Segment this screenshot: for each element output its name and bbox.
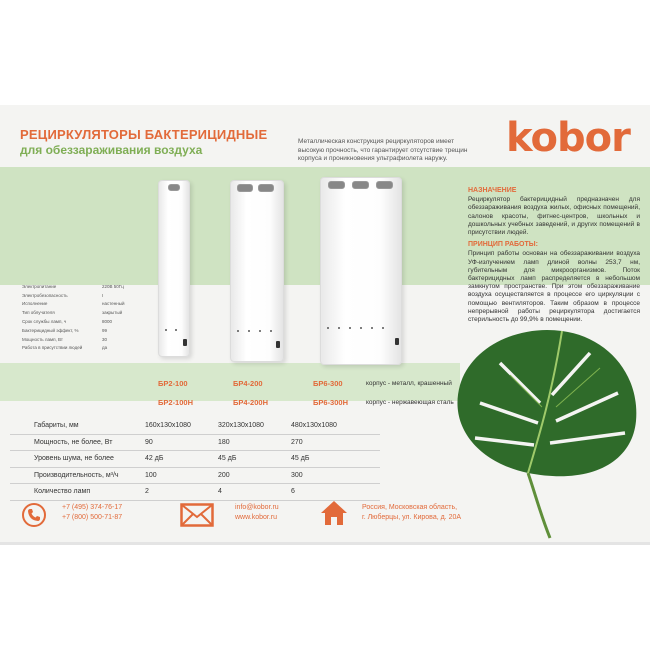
address-line-1: Россия, Московская область, [362,504,458,511]
model-br4-200n: БР4-200Н [233,398,268,407]
vent-icon [258,184,274,192]
spec-row: Бактерицидный эффект, % 99 [22,327,108,333]
spec-row: Мощность ламп, Вт 30 [22,336,108,342]
table-row: Габариты, мм 160x130x1080 320x130x1080 480x130x1080 [10,418,380,435]
model-br2-100: БР2-100 [158,379,188,388]
device-br6 [320,177,402,365]
indicator-dot [371,327,373,329]
spec-row: Исполнение настенный [22,301,125,307]
power-switch [276,341,280,348]
indicator-dot [270,330,272,332]
table-row: Уровень шума, не более 42 дБ 45 дБ 45 дБ [10,451,380,468]
indicator-dot [338,327,340,329]
indicator-dot [175,329,177,331]
indicator-dot [237,330,239,332]
brand-logo: kobor [506,115,630,161]
model-br4-200: БР4-200 [233,379,263,388]
power-switch [395,338,399,345]
device-br2 [158,180,190,357]
indicator-dot [382,327,384,329]
address-line-2: г. Люберцы, ул. Кирова, д. 20А [362,514,462,521]
purpose-text: Рециркулятор бактерицидный предназначен для обеззараживания воздуха жилых, офисных помещений, салонов красоты, фитнес-центров, школьных и дошкольных учебных заведений, и других помещений в присутствии людей. [468,196,640,237]
intro-text: Металлическая конструкция рециркуляторов имеет высокую прочность, что гарантирует отсутствие трещин корпуса и проникновения ультрафиолета наружу. [298,138,468,162]
spec-row: Работа в присутствии людей да [22,345,108,351]
house-icon [320,499,348,527]
vent-icon [168,184,180,191]
email-link[interactable]: info@kobor.ru [235,504,279,511]
body-note-steel: корпус - нержавеющая сталь [366,399,454,406]
spec-list [22,282,142,352]
indicator-dot [349,327,351,329]
spec-table [10,418,380,501]
phone-1[interactable]: +7 (495) 374-76-17 [62,504,123,511]
table-row: Производительность, м³/ч 100 200 300 [10,468,380,485]
vent-icon [237,184,253,192]
page-title: РЕЦИРКУЛЯТОРЫ БАКТЕРИЦИДНЫЕ [20,127,268,142]
device-br4 [230,180,284,362]
spec-row: Тип облучателя закрытый [22,310,123,316]
indicator-dot [327,327,329,329]
brochure-sheet [0,105,650,545]
indicator-dot [165,329,167,331]
description-column [468,187,640,328]
phone-2[interactable]: +7 (800) 500-71-87 [62,514,123,521]
principle-heading: ПРИНЦИП РАБОТЫ: [468,241,538,249]
table-row: Мощность, не более, Вт 90 180 270 [10,435,380,452]
envelope-icon [180,503,214,527]
vent-icon [352,181,369,189]
purpose-heading: НАЗНАЧЕНИЕ [468,187,517,194]
table-row: Количество ламп 2 4 6 [10,484,380,501]
bottom-divider [0,542,650,545]
vent-icon [376,181,393,189]
website-link[interactable]: www.kobor.ru [235,514,278,521]
spec-row: Срок службы ламп, ч 8000 [22,319,113,325]
indicator-dot [259,330,261,332]
principle-text: Принцип работы основан на обеззараживании воздуха УФ-излучением ламп длиной волны 253,7 нм, губительным для микроорганизмов. Поток бактерицидных ламп распределяется в небольшом замкнутом пространстве. При этом обеззараживание воздуха осуществляется в процессе его циркуляции с помощью вентиляторов. Таким образом в процессе непрерывной работы рециркулятора достигается стерильность до 99,9% в помещении. [468,250,640,324]
vent-icon [328,181,345,189]
model-br6-300n: БР6-300Н [313,398,348,407]
body-note-painted: корпус - металл, крашенный [366,380,452,387]
model-br6-300: БР6-300 [313,379,343,388]
spec-row: Электропитание 220В 50Гц [22,283,124,289]
spec-row: Электробезопасность I [22,292,104,298]
contacts-bar [0,495,650,545]
phone-icon [22,503,46,527]
indicator-dot [360,327,362,329]
power-switch [183,339,187,346]
page-subtitle: для обеззараживания воздуха [20,143,203,157]
indicator-dot [248,330,250,332]
model-br2-100n: БР2-100Н [158,398,193,407]
